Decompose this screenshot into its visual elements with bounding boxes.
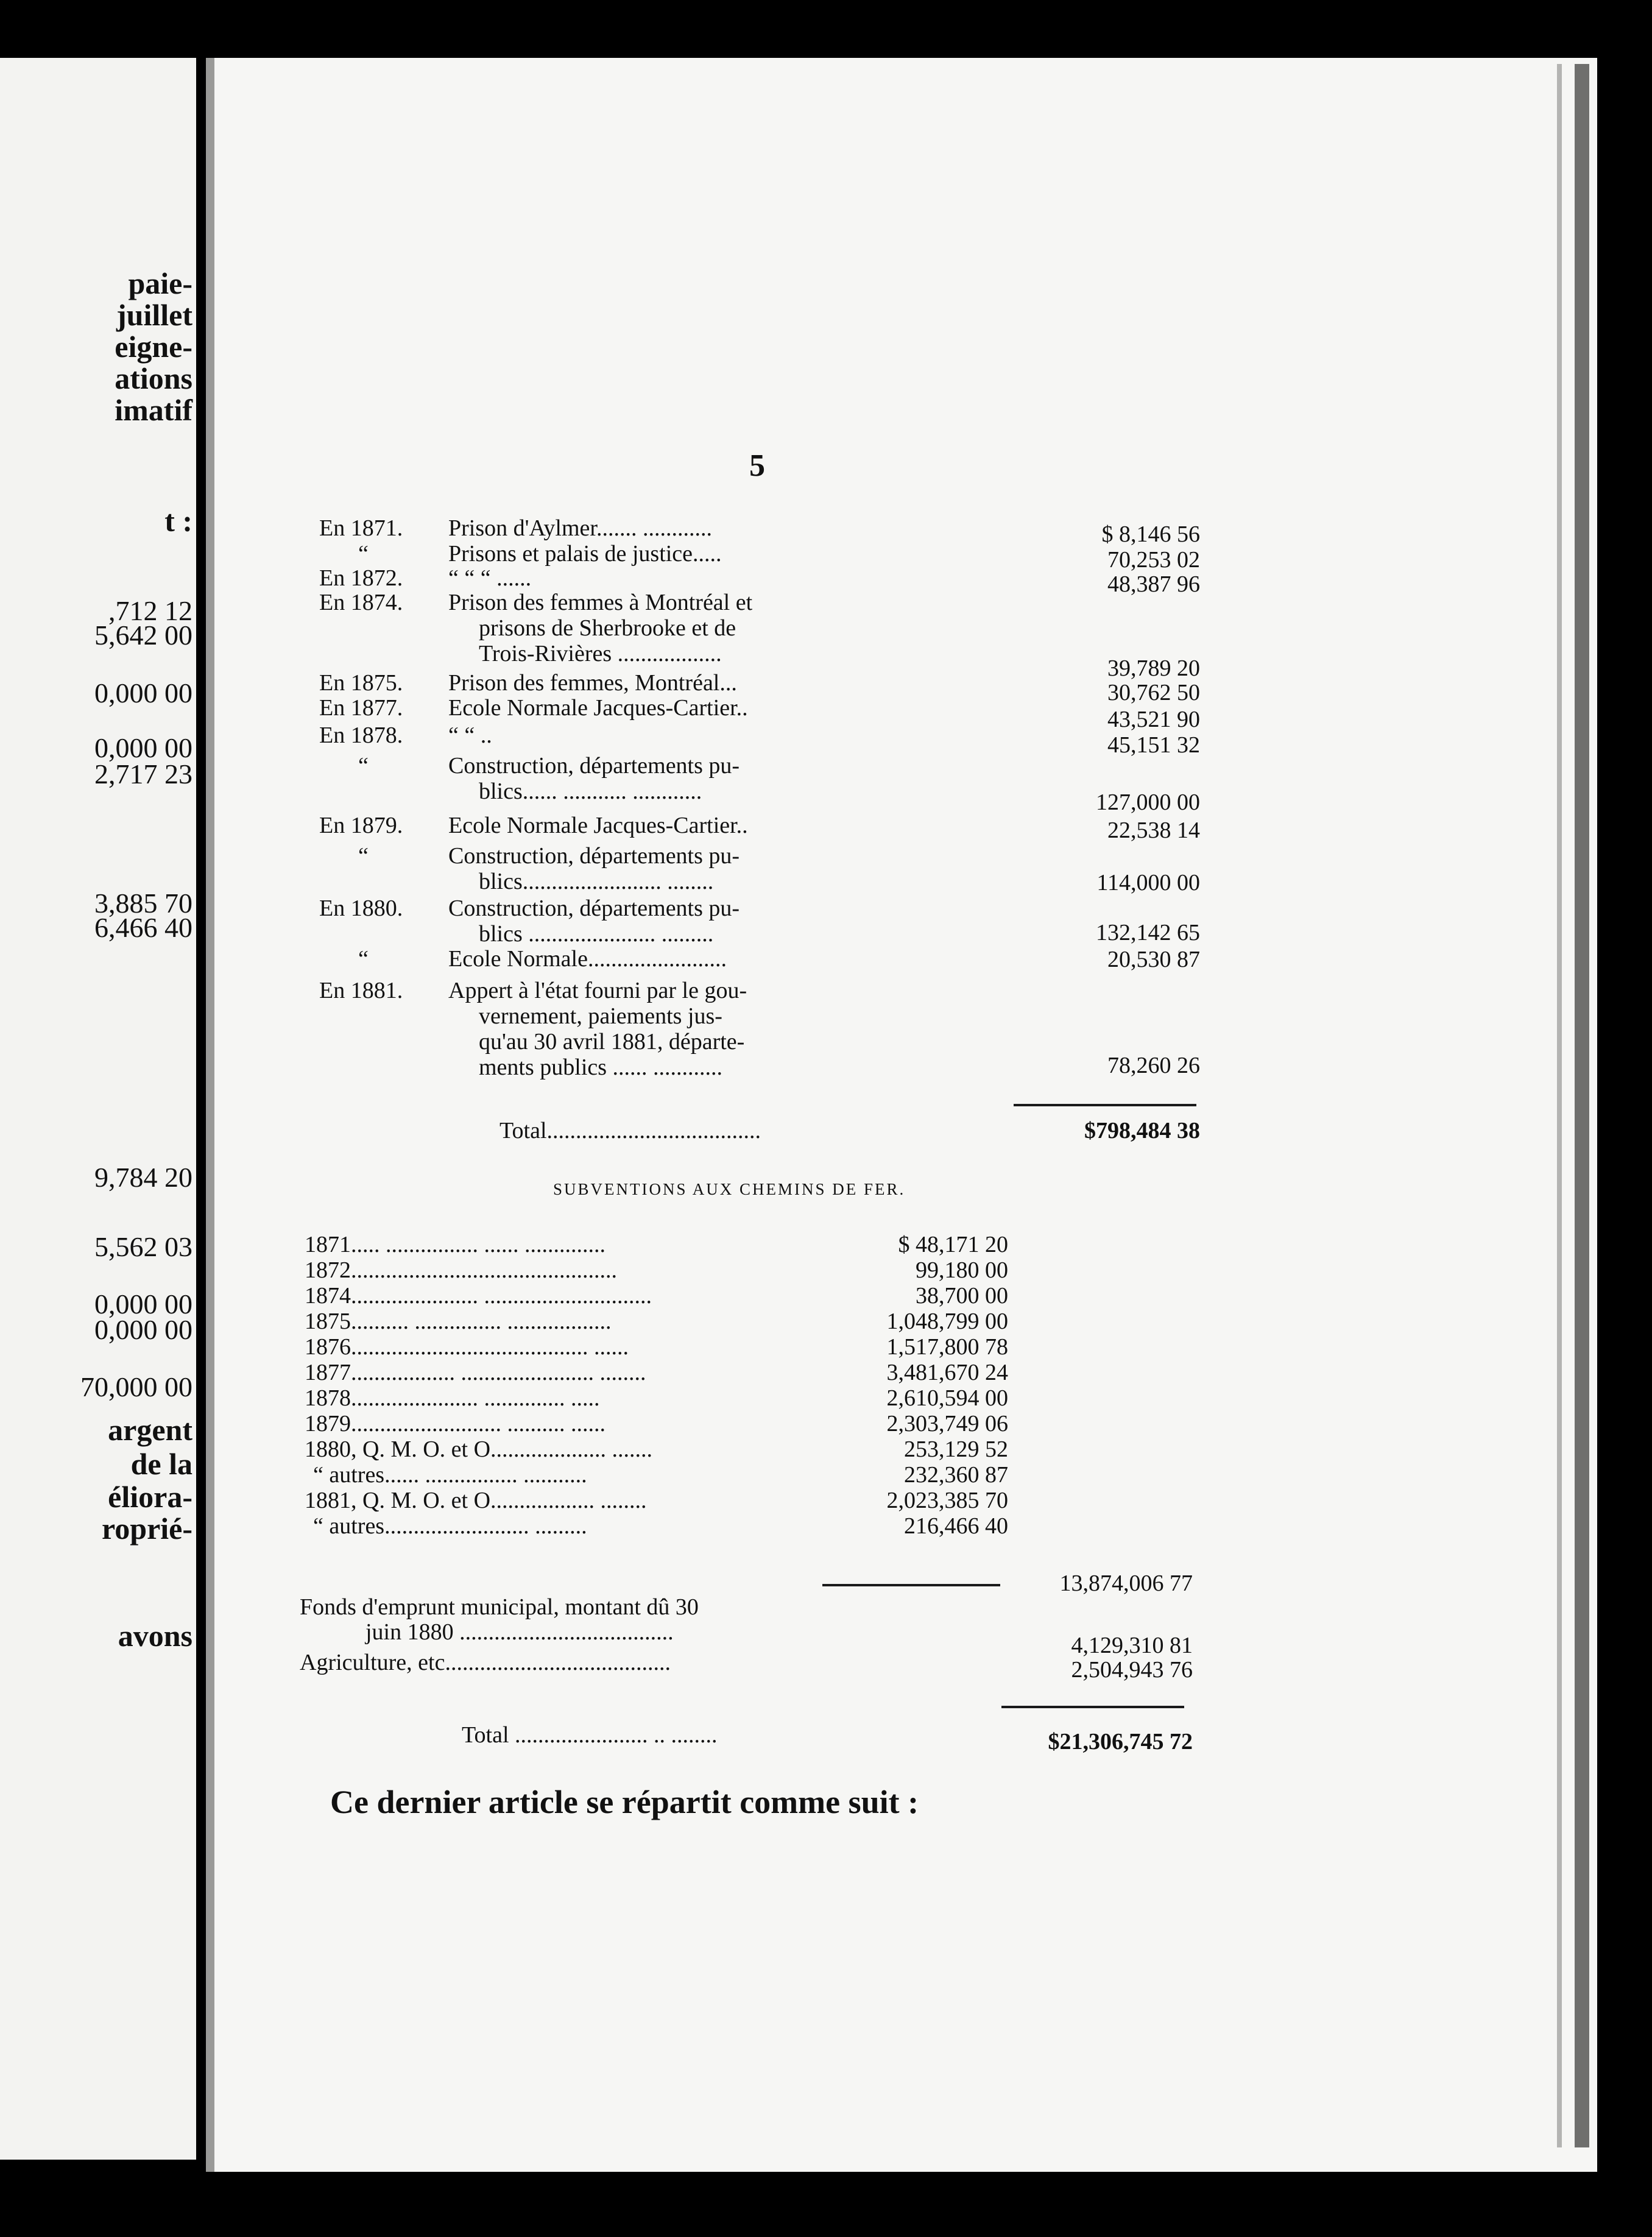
buildings-total-label: Total..................................... xyxy=(499,1118,761,1143)
buildings-total-amount: $798,484 38 xyxy=(1084,1118,1200,1143)
left-page-line: ations xyxy=(115,361,192,395)
railway-year: 1881, Q. M. O. et O.................. ........ xyxy=(305,1488,647,1513)
building-year: En 1879. xyxy=(319,813,403,838)
railway-year: 1880, Q. M. O. et O.................... ....... xyxy=(305,1437,653,1462)
building-amount: 30,762 50 xyxy=(1107,680,1200,705)
building-year: En 1875. xyxy=(319,670,403,696)
left-page-line: juillet xyxy=(116,298,192,332)
building-description: Prison des femmes à Montréal et xyxy=(448,590,753,615)
railway-heading: SUBVENTIONS AUX CHEMINS DE FER. xyxy=(553,1180,906,1198)
building-description: Prison des femmes, Montréal... xyxy=(448,670,737,696)
left-page-line: t : xyxy=(164,504,192,538)
building-amount: 43,521 90 xyxy=(1107,707,1200,732)
railway-amount: 232,360 87 xyxy=(904,1462,1008,1488)
building-description: Prisons et palais de justice..... xyxy=(448,541,722,567)
railway-amount: 3,481,670 24 xyxy=(886,1360,1008,1385)
left-page-line: 5,562 03 xyxy=(94,1231,192,1262)
building-description: blics........................ ........ xyxy=(479,869,714,894)
building-amount: 127,000 00 xyxy=(1096,790,1200,815)
left-page-line: 0,000 00 xyxy=(94,677,192,709)
building-description: prisons de Sherbrooke et de xyxy=(479,615,736,641)
building-year: En 1877. xyxy=(319,695,403,721)
building-amount: 20,530 87 xyxy=(1107,947,1200,972)
building-amount: 70,253 02 xyxy=(1107,547,1200,573)
left-page-line: 9,784 20 xyxy=(94,1162,192,1193)
page-number: 5 xyxy=(749,448,765,483)
building-year: “ xyxy=(358,541,369,567)
railway-sum-rule xyxy=(822,1584,1000,1586)
left-page-line: avons xyxy=(118,1619,192,1653)
building-description: Prison d'Aylmer....... ............ xyxy=(448,515,712,541)
municipal-line-1: Fonds d'emprunt municipal, montant dû 30 xyxy=(300,1594,699,1620)
building-description: “ “ .. xyxy=(448,723,492,748)
left-page-line: 0,000 00 xyxy=(94,1288,192,1320)
building-description: vernement, paiements jus- xyxy=(479,1003,722,1029)
building-year: En 1878. xyxy=(319,723,403,748)
building-year: En 1872. xyxy=(319,565,403,591)
municipal-line-2: juin 1880 ..................................... xyxy=(365,1619,674,1645)
agriculture-amount: 2,504,943 76 xyxy=(1071,1657,1193,1683)
railway-amount: $ 48,171 20 xyxy=(898,1232,1008,1257)
building-year: En 1880. xyxy=(319,896,403,921)
grand-total-amount: $21,306,745 72 xyxy=(1048,1729,1193,1755)
building-year: En 1881. xyxy=(319,978,403,1003)
building-description: qu'au 30 avril 1881, départe- xyxy=(479,1029,745,1055)
left-page-line: ,712 12 xyxy=(108,595,192,626)
building-description: Ecole Normale Jacques-Cartier.. xyxy=(448,813,748,838)
railway-amount: 1,517,800 78 xyxy=(886,1334,1008,1360)
building-description: Trois-Rivières .................. xyxy=(479,641,722,666)
railway-amount: 99,180 00 xyxy=(916,1257,1008,1283)
grand-total-label: Total ....................... .. ........ xyxy=(462,1722,718,1748)
building-amount: 132,142 65 xyxy=(1096,920,1200,945)
railway-year: 1877.................. ....................... ........ xyxy=(305,1360,646,1385)
left-page-line: paie- xyxy=(128,266,192,300)
left-page-line: de la xyxy=(130,1447,192,1481)
grand-total-rule xyxy=(1001,1706,1184,1708)
left-page-line: éliora- xyxy=(108,1480,192,1514)
railway-year: 1878...................... .............. ..... xyxy=(305,1385,600,1411)
building-amount: 48,387 96 xyxy=(1107,571,1200,597)
railway-year: 1879.......................... .......... ...... xyxy=(305,1411,605,1437)
closing-line: Ce dernier article se répartit comme suit : xyxy=(330,1784,919,1820)
building-year: En 1874. xyxy=(319,590,403,615)
railway-year: 1875.......... ............... .................. xyxy=(305,1309,612,1334)
building-description: blics ...................... ......... xyxy=(479,921,714,947)
railway-amount: 2,303,749 06 xyxy=(886,1411,1008,1437)
building-year: En 1871. xyxy=(319,515,403,541)
building-amount: 78,260 26 xyxy=(1107,1053,1200,1078)
railway-amount: 1,048,799 00 xyxy=(886,1309,1008,1334)
building-amount: 45,151 32 xyxy=(1107,732,1200,758)
left-page-line: eigne- xyxy=(115,330,192,364)
left-page-line: 3,885 70 xyxy=(94,888,192,919)
building-description: Ecole Normale........................ xyxy=(448,946,727,972)
left-page-line: 5,642 00 xyxy=(94,620,192,651)
railway-year: “ autres......................... ......... xyxy=(313,1513,587,1539)
railway-amount: 38,700 00 xyxy=(916,1283,1008,1309)
railway-year: “ autres...... ................ ........... xyxy=(313,1462,587,1488)
building-description: Construction, départements pu- xyxy=(448,843,740,869)
page xyxy=(206,58,1597,2172)
building-description: Construction, départements pu- xyxy=(448,753,740,779)
building-description: “ “ “ ...... xyxy=(448,565,532,591)
railway-amount: 2,610,594 00 xyxy=(886,1385,1008,1411)
left-page-line: argent xyxy=(108,1413,192,1447)
railway-year: 1876......................................... ...... xyxy=(305,1334,629,1360)
page-edge-inner xyxy=(1557,64,1562,2147)
left-page-line: 70,000 00 xyxy=(80,1371,192,1402)
building-description: Ecole Normale Jacques-Cartier.. xyxy=(448,695,748,721)
building-year: “ xyxy=(358,843,369,869)
building-year: “ xyxy=(358,753,369,779)
railway-amount: 2,023,385 70 xyxy=(886,1488,1008,1513)
left-page-fragment xyxy=(0,58,196,2160)
building-amount: 22,538 14 xyxy=(1107,818,1200,843)
building-description: Construction, départements pu- xyxy=(448,896,740,921)
municipal-amount: 4,129,310 81 xyxy=(1071,1633,1193,1658)
left-page-line: 6,466 40 xyxy=(94,912,192,943)
railway-year: 1872.............................................. xyxy=(305,1257,617,1283)
building-description: Appert à l'état fourni par le gou- xyxy=(448,978,747,1003)
building-year: “ xyxy=(358,946,369,972)
left-page-line: imatif xyxy=(115,393,192,427)
railway-amount: 253,129 52 xyxy=(904,1437,1008,1462)
left-page-line: 2,717 23 xyxy=(94,758,192,790)
railway-total: 13,874,006 77 xyxy=(1059,1571,1193,1596)
left-page-line: roprié- xyxy=(101,1511,192,1546)
building-amount: 39,789 20 xyxy=(1107,656,1200,681)
railway-amount: 216,466 40 xyxy=(904,1513,1008,1539)
building-description: ments publics ...... ............ xyxy=(479,1055,723,1080)
building-amount: $ 8,146 56 xyxy=(1101,521,1200,547)
building-amount: 114,000 00 xyxy=(1096,870,1200,896)
left-page-line: 0,000 00 xyxy=(94,1314,192,1345)
railway-year: 1871..... ................ ...... .............. xyxy=(305,1232,605,1257)
building-description: blics...... ........... ............ xyxy=(479,779,702,804)
left-page-line: 0,000 00 xyxy=(94,732,192,763)
total-rule xyxy=(1014,1104,1196,1106)
agriculture-label: Agriculture, etc....................................... xyxy=(300,1650,671,1675)
page-edge xyxy=(1575,64,1589,2147)
railway-year: 1874...................... ............................. xyxy=(305,1283,652,1309)
